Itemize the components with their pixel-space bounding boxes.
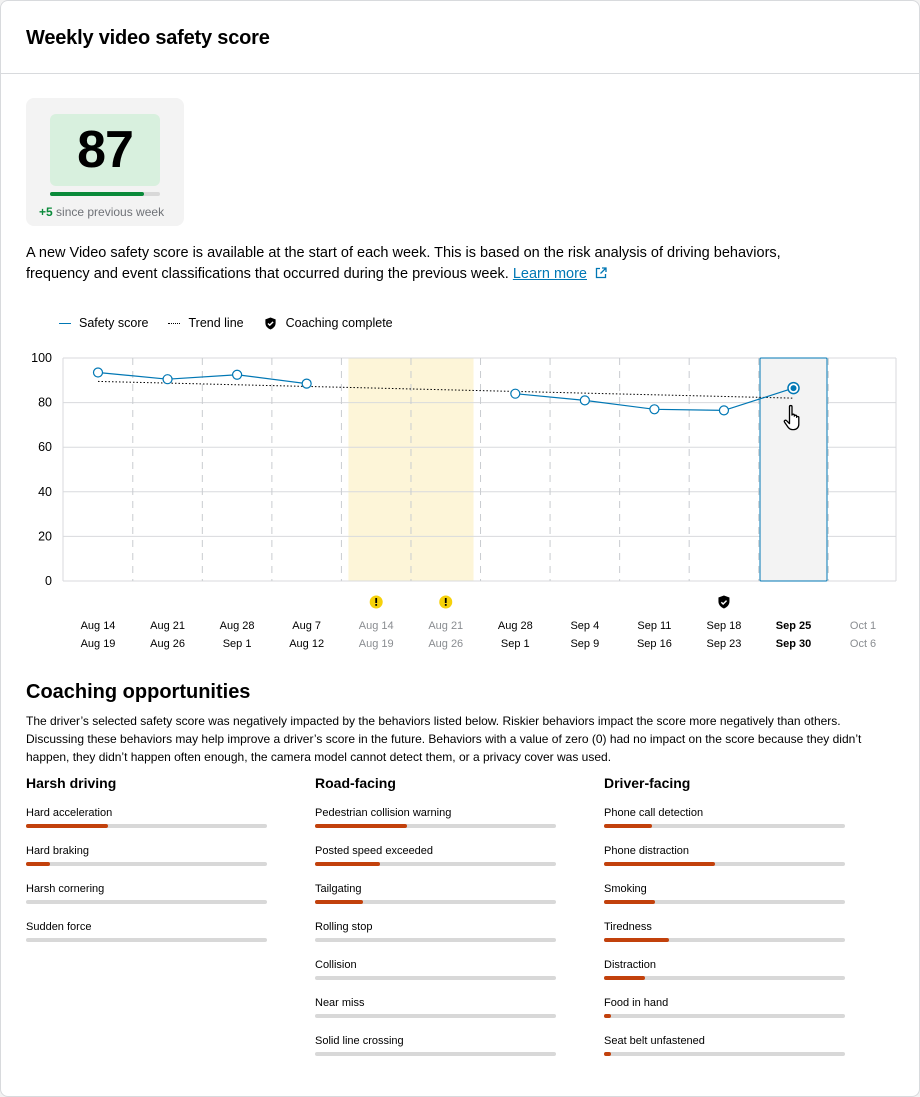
score-point bbox=[650, 405, 659, 414]
behavior-impact-bar bbox=[315, 976, 556, 980]
behavior-label: Hard acceleration bbox=[26, 807, 113, 819]
x-tick-label[interactable] bbox=[689, 617, 759, 653]
behavior-impact-bar bbox=[315, 1052, 556, 1056]
behavior-impact-bar bbox=[26, 824, 267, 828]
score-delta-value: +5 bbox=[39, 205, 53, 219]
x-tick-label[interactable] bbox=[550, 617, 620, 653]
score-delta-suffix: since previous week bbox=[52, 205, 165, 219]
behavior-impact-bar bbox=[604, 900, 845, 904]
week-start-label: Sep 18 bbox=[706, 620, 742, 632]
legend-trend-line bbox=[168, 316, 243, 330]
warning-band bbox=[348, 358, 473, 581]
score-point bbox=[580, 396, 589, 405]
warning-icon-dot bbox=[375, 604, 377, 606]
behavior-column-harsh-driving bbox=[26, 775, 268, 959]
behavior-label: Smoking bbox=[604, 883, 647, 895]
behavior-impact-bar bbox=[26, 938, 267, 942]
behavior-impact-bar bbox=[604, 976, 845, 980]
behavior-item bbox=[604, 921, 846, 959]
y-tick-label: 20 bbox=[38, 529, 52, 544]
behavior-impact-bar bbox=[26, 862, 267, 866]
legend-safety-score bbox=[59, 316, 148, 330]
y-tick-label: 40 bbox=[38, 484, 52, 499]
page-title: Weekly video safety score bbox=[26, 27, 270, 49]
week-end-label: Sep 30 bbox=[775, 638, 812, 650]
behavior-impact-fill bbox=[604, 862, 715, 866]
behavior-item bbox=[604, 807, 846, 845]
warning-icon-bar bbox=[375, 598, 377, 603]
legend-coaching bbox=[264, 316, 393, 330]
behavior-column-title: Harsh driving bbox=[26, 775, 117, 791]
score-progress-bar bbox=[50, 192, 160, 196]
x-tick-label[interactable] bbox=[828, 617, 898, 653]
behavior-impact-fill bbox=[604, 1014, 611, 1018]
y-tick-label: 100 bbox=[31, 351, 52, 365]
behavior-label: Solid line crossing bbox=[315, 1035, 404, 1047]
legend-coaching-label: Coaching complete bbox=[285, 316, 393, 330]
behavior-impact-bar bbox=[315, 1014, 556, 1018]
score-progress-fill bbox=[50, 192, 144, 196]
behavior-impact-bar bbox=[315, 900, 556, 904]
behavior-item bbox=[604, 997, 846, 1035]
warning-icon-dot bbox=[445, 604, 447, 606]
behavior-item bbox=[315, 845, 557, 883]
behavior-impact-fill bbox=[26, 824, 108, 828]
week-end-label: Oct 6 bbox=[849, 638, 877, 650]
week-start-label: Aug 21 bbox=[428, 620, 464, 632]
x-tick-label[interactable] bbox=[480, 617, 550, 653]
week-end-label: Sep 16 bbox=[636, 638, 672, 650]
chart-svg bbox=[1, 341, 920, 661]
behavior-label: Phone distraction bbox=[604, 845, 689, 857]
behavior-impact-bar bbox=[315, 938, 556, 942]
behavior-label: Harsh cornering bbox=[26, 883, 105, 895]
behavior-column-road-facing bbox=[315, 775, 557, 1073]
behavior-impact-bar bbox=[26, 900, 267, 904]
behavior-column-driver-facing bbox=[604, 775, 846, 1073]
score-summary bbox=[26, 98, 184, 226]
week-start-label: Sep 11 bbox=[637, 620, 672, 632]
shield-check-icon bbox=[264, 317, 277, 330]
behavior-label: Near miss bbox=[315, 997, 365, 1009]
behavior-label: Distraction bbox=[604, 959, 656, 971]
y-tick-label: 60 bbox=[38, 440, 52, 455]
week-start-label: Sep 4 bbox=[570, 620, 600, 632]
x-tick-label[interactable] bbox=[341, 617, 411, 653]
week-start-label: Aug 14 bbox=[358, 620, 394, 632]
week-end-label: Aug 26 bbox=[428, 638, 464, 650]
week-end-label: Aug 12 bbox=[289, 638, 325, 650]
week-start-label: Oct 1 bbox=[849, 620, 877, 632]
behavior-label: Tiredness bbox=[604, 921, 652, 933]
coaching-description: The driver’s selected safety score was negatively impacted by the behaviors listed below. Riskier behaviors impact the score more negatively than others. Discussing these behaviors may help improve a driver’s score in the future. Behaviors with a value of zero (0) had no impact on the score because they didn’t happen, they didn’t happen often enough, the camera model cannot detect them, or a privacy cover was used. bbox=[26, 714, 862, 765]
behavior-label: Rolling stop bbox=[315, 921, 373, 933]
card-header bbox=[1, 1, 919, 74]
y-tick-label: 0 bbox=[45, 574, 52, 588]
behavior-item bbox=[315, 807, 557, 845]
behavior-impact-fill bbox=[604, 976, 645, 980]
behavior-column-title: Road-facing bbox=[315, 775, 396, 791]
week-end-label: Sep 1 bbox=[222, 638, 252, 650]
score-point-selected-dot bbox=[791, 385, 797, 391]
legend-dotted-swatch bbox=[168, 323, 180, 324]
behavior-item bbox=[26, 845, 268, 883]
behavior-impact-bar bbox=[604, 862, 845, 866]
behavior-impact-fill bbox=[315, 824, 407, 828]
coaching-title: Coaching opportunities bbox=[26, 681, 251, 703]
week-end-label: Sep 1 bbox=[500, 638, 530, 650]
behavior-impact-bar bbox=[315, 824, 556, 828]
week-end-label: Aug 19 bbox=[358, 638, 394, 650]
behavior-item bbox=[315, 883, 557, 921]
legend-safety-score-label: Safety score bbox=[79, 316, 149, 330]
behavior-item bbox=[315, 959, 557, 997]
behavior-column-title: Driver-facing bbox=[604, 775, 691, 791]
behavior-impact-fill bbox=[604, 938, 669, 942]
behavior-item bbox=[604, 845, 846, 883]
behavior-impact-fill bbox=[315, 862, 380, 866]
behavior-label: Tailgating bbox=[315, 883, 362, 895]
behavior-item bbox=[315, 921, 557, 959]
behavior-label: Hard braking bbox=[26, 845, 89, 857]
safety-score-chart bbox=[1, 341, 920, 661]
score-point bbox=[302, 379, 311, 388]
x-tick-label[interactable] bbox=[272, 617, 342, 653]
behavior-impact-fill bbox=[604, 900, 655, 904]
x-tick-label[interactable] bbox=[411, 617, 481, 653]
behavior-impact-fill bbox=[604, 1052, 611, 1056]
week-end-label: Sep 9 bbox=[570, 638, 600, 650]
week-start-label: Sep 25 bbox=[775, 620, 812, 632]
behavior-impact-bar bbox=[604, 1014, 845, 1018]
behavior-item bbox=[26, 883, 268, 921]
behavior-item bbox=[604, 959, 846, 997]
behavior-impact-fill bbox=[315, 900, 363, 904]
week-start-label: Aug 28 bbox=[219, 620, 255, 632]
behavior-impact-bar bbox=[604, 1052, 845, 1056]
warning-icon-bar bbox=[445, 598, 447, 603]
behavior-item bbox=[315, 1035, 557, 1073]
behavior-label: Food in hand bbox=[604, 997, 669, 1009]
behavior-label: Pedestrian collision warning bbox=[315, 807, 452, 819]
learn-more-link[interactable]: Learn more bbox=[512, 266, 587, 282]
score-delta bbox=[39, 205, 164, 219]
behavior-item bbox=[26, 807, 268, 845]
score-point bbox=[719, 406, 728, 415]
x-tick-label[interactable] bbox=[619, 617, 689, 653]
score-point bbox=[511, 389, 520, 398]
y-tick-label: 80 bbox=[38, 395, 52, 410]
week-start-label: Aug 28 bbox=[497, 620, 533, 632]
x-tick-label[interactable] bbox=[133, 617, 203, 653]
behavior-label: Posted speed exceeded bbox=[315, 845, 434, 857]
score-point bbox=[163, 375, 172, 384]
behavior-label: Sudden force bbox=[26, 921, 92, 933]
external-link-icon[interactable] bbox=[595, 267, 607, 279]
score-point bbox=[233, 370, 242, 379]
behavior-impact-fill bbox=[604, 824, 652, 828]
behavior-impact-bar bbox=[604, 938, 845, 942]
coaching-shield-icon bbox=[718, 596, 729, 609]
x-tick-label[interactable] bbox=[202, 617, 272, 653]
score-point bbox=[94, 368, 103, 377]
x-tick-label[interactable] bbox=[759, 617, 829, 653]
behavior-item bbox=[26, 921, 268, 959]
week-start-label: Aug 7 bbox=[292, 620, 322, 632]
legend-line-swatch bbox=[59, 323, 71, 324]
behavior-impact-bar bbox=[604, 824, 845, 828]
behavior-label: Phone call detection bbox=[604, 807, 704, 819]
behavior-item bbox=[604, 1035, 846, 1073]
score-value: 87 bbox=[50, 114, 160, 186]
behavior-label: Seat belt unfastened bbox=[604, 1035, 705, 1047]
week-end-label: Aug 26 bbox=[150, 638, 185, 650]
week-start-label: Aug 21 bbox=[150, 620, 185, 632]
behavior-impact-bar bbox=[315, 862, 556, 866]
behavior-item bbox=[315, 997, 557, 1035]
week-end-label: Aug 19 bbox=[80, 638, 116, 650]
behavior-item bbox=[604, 883, 846, 921]
behavior-label: Collision bbox=[315, 959, 357, 971]
score-description-text: A new Video safety score is available at the start of each week. This is based on the risk analysis of driving behaviors, frequency and event classifications that occurred during the previous week. bbox=[26, 245, 781, 282]
week-start-label: Aug 14 bbox=[80, 620, 116, 632]
chart-legend bbox=[59, 316, 413, 330]
behavior-impact-fill bbox=[26, 862, 50, 866]
score-description bbox=[26, 243, 846, 285]
week-end-label: Sep 23 bbox=[706, 638, 742, 650]
legend-trend-line-label: Trend line bbox=[188, 316, 244, 330]
x-tick-label[interactable] bbox=[63, 617, 133, 653]
